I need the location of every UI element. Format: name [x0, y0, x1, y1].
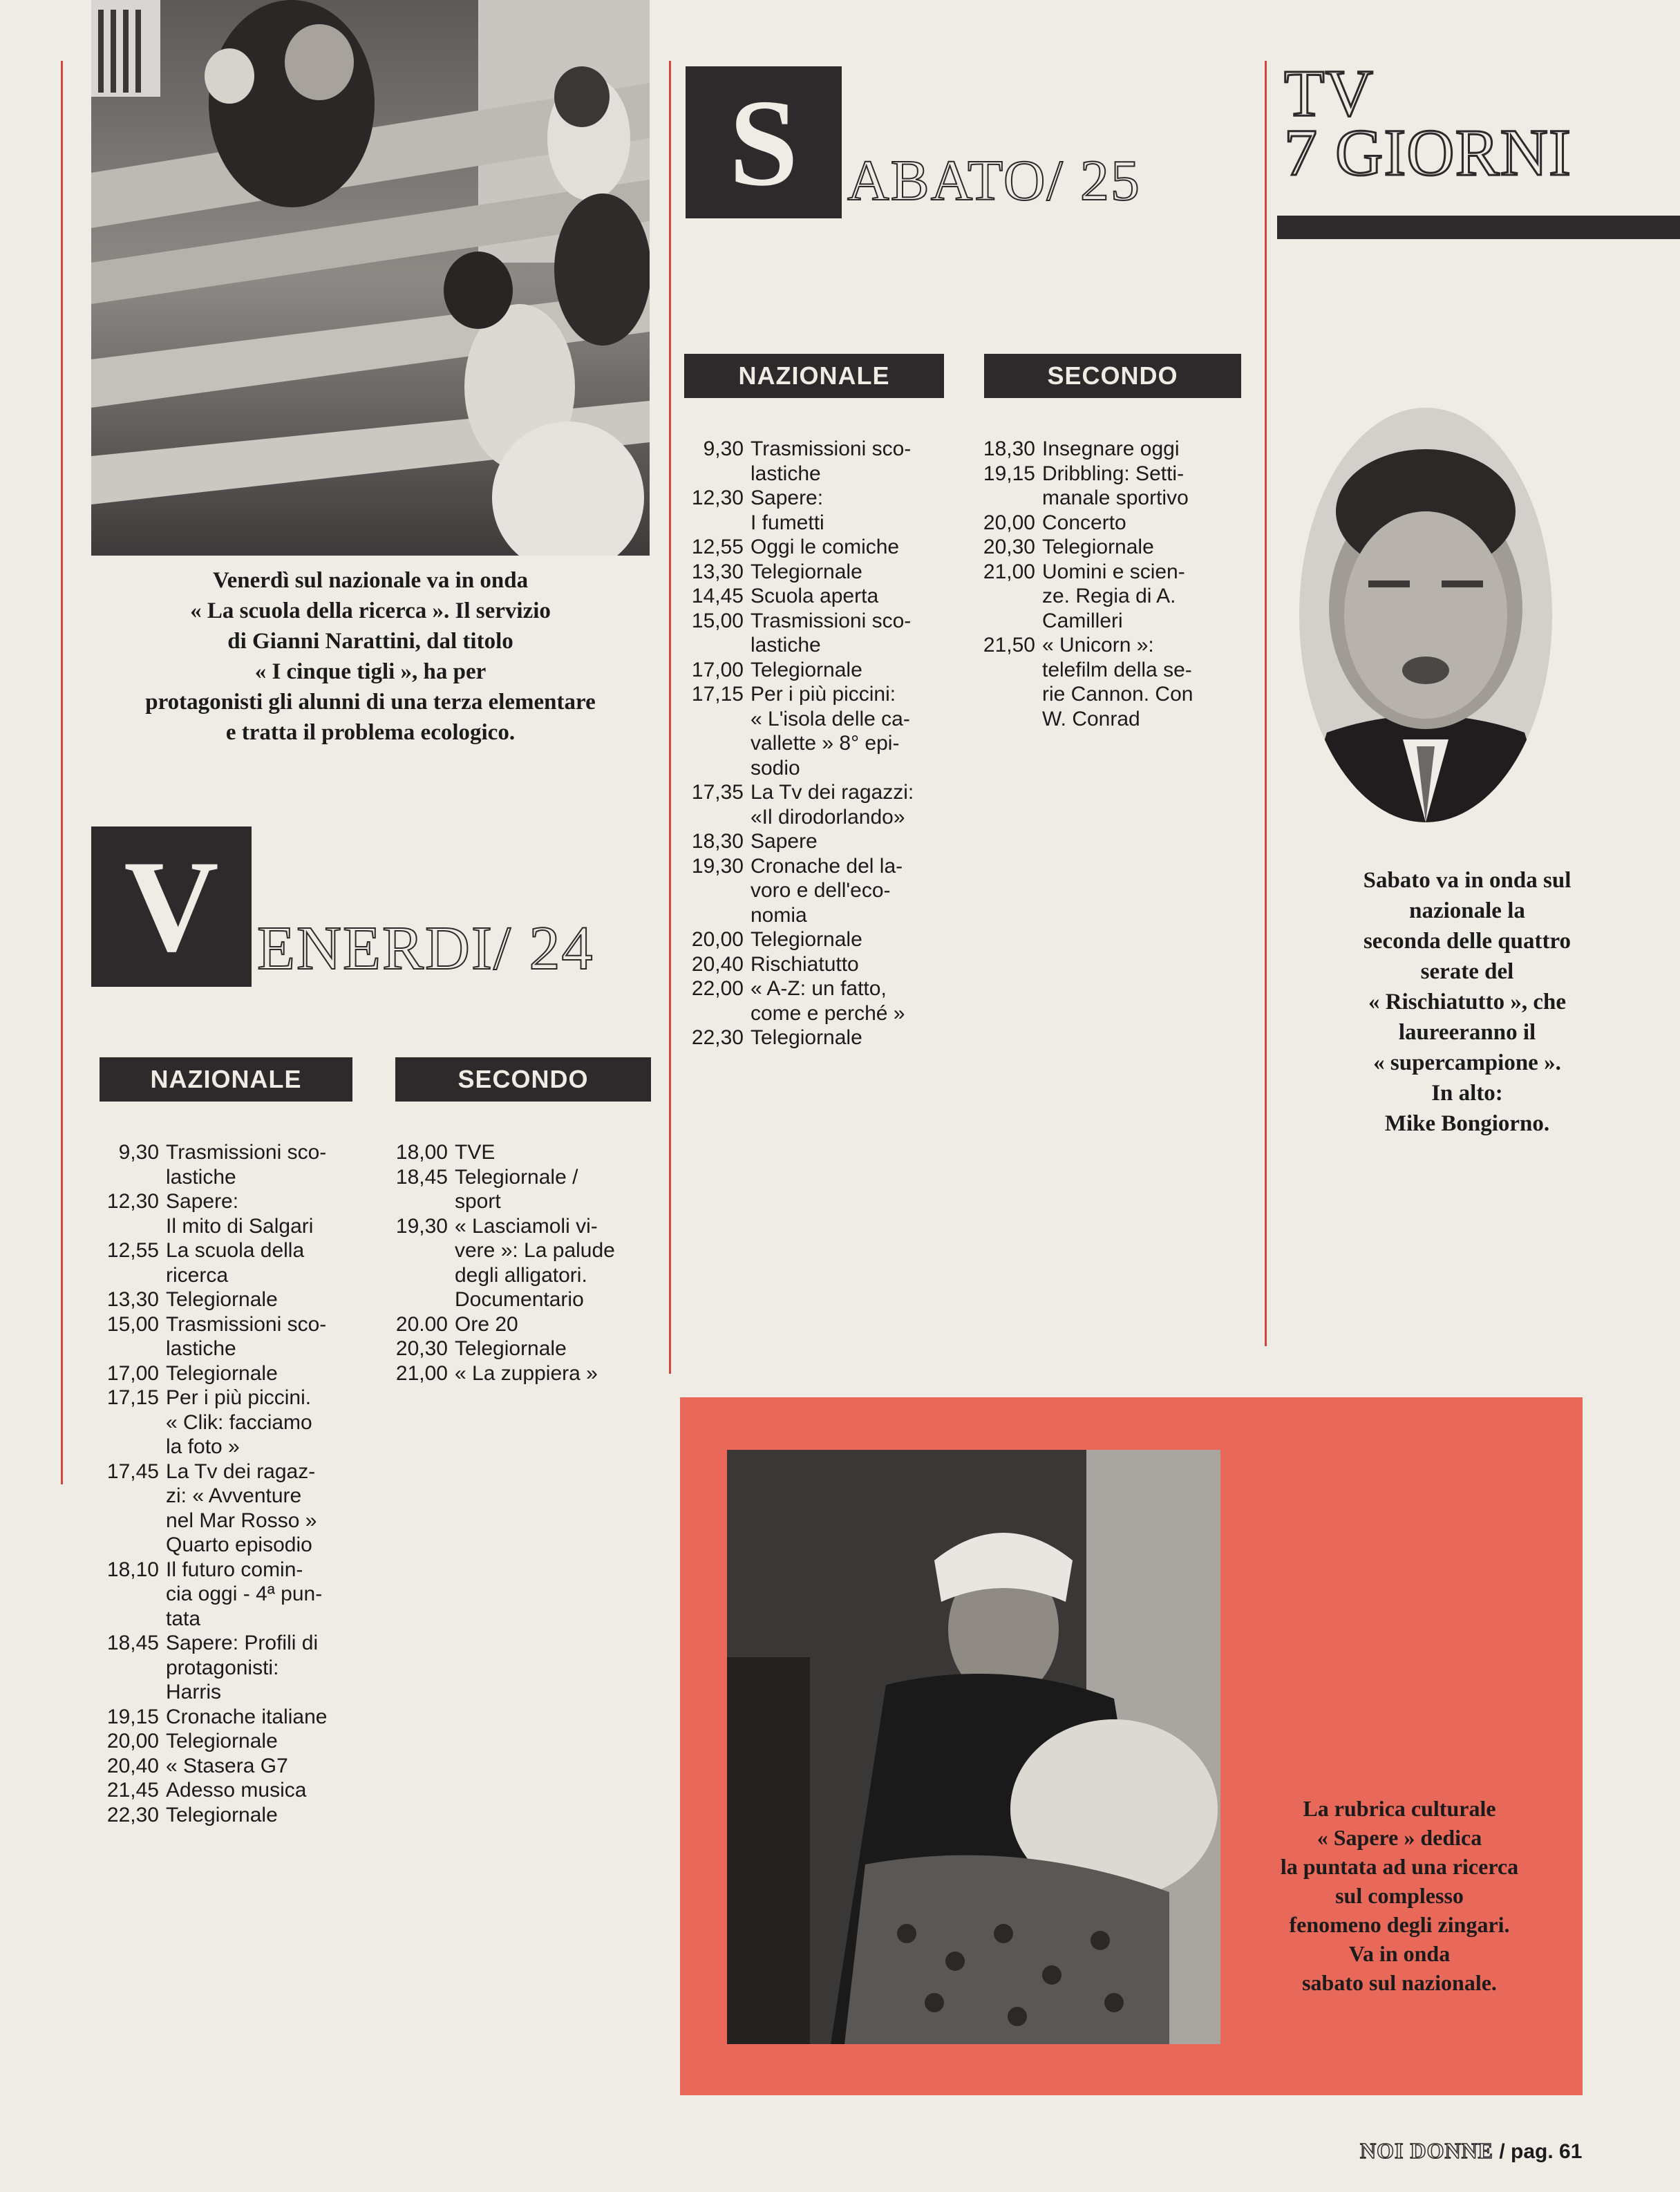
program-line: Adesso musica	[166, 1779, 307, 1802]
schedule-program	[744, 829, 952, 854]
sabato-word	[842, 149, 1141, 218]
schedule-time: 20,00	[691, 928, 744, 951]
schedule-time: 18,30	[983, 437, 1035, 460]
program-line: Telegiornale	[751, 1026, 862, 1049]
program-line: Documentario	[455, 1288, 584, 1311]
schedule-program	[744, 535, 952, 560]
caption-line: In alto:	[1431, 1081, 1503, 1106]
sabato-nazionale-schedule	[684, 437, 952, 1050]
schedule-row	[684, 437, 952, 486]
sabato-secondo-header: SECONDO	[984, 354, 1241, 398]
program-line: Per i più piccini.	[166, 1386, 312, 1409]
schedule-row	[684, 560, 952, 585]
program-line: Telegiornale	[751, 928, 862, 951]
sabato-word-text: ABATO	[847, 149, 1047, 213]
schedule-program	[744, 658, 952, 683]
schedule-time: 20,30	[983, 536, 1035, 558]
schedule-time: 9,30	[703, 437, 744, 460]
schedule-time: 12,30	[691, 486, 744, 509]
sabato-secondo-schedule	[976, 437, 1245, 731]
caption-line: Mike Bongiorno.	[1384, 1111, 1550, 1136]
schedule-row	[684, 584, 952, 609]
program-line: protagonisti:	[166, 1656, 279, 1679]
program-line: Sapere	[751, 830, 818, 853]
schedule-program	[159, 1312, 359, 1361]
schedule-program	[744, 854, 952, 928]
schedule-time: 19,15	[983, 462, 1035, 485]
schedule-program	[744, 437, 952, 486]
schedule-time: 20.00	[395, 1312, 448, 1336]
schedule-program	[1035, 511, 1245, 536]
program-line: Telegiornale	[166, 1361, 278, 1385]
schedule-row	[684, 609, 952, 658]
venerdi-nazionale-schedule	[97, 1140, 359, 1827]
schedule-time: 15,00	[691, 609, 744, 632]
program-line: sport	[455, 1190, 501, 1213]
schedule-time: 14,45	[691, 585, 744, 607]
schedule-row	[387, 1214, 657, 1312]
schedule-row	[97, 1312, 359, 1361]
schedule-program	[448, 1165, 657, 1214]
column-rule-right	[1265, 61, 1267, 1346]
schedule-time: 18,10	[106, 1558, 159, 1581]
caption-line: « supercampione ».	[1373, 1050, 1561, 1075]
program-line: voro e dell'eco-	[751, 879, 891, 902]
program-line: « Stasera G7	[166, 1754, 288, 1777]
schedule-program	[159, 1803, 359, 1828]
schedule-time: 9,30	[118, 1141, 159, 1164]
schedule-row	[684, 682, 952, 780]
portrait-caption	[1272, 865, 1663, 1139]
schedule-row	[684, 829, 952, 854]
program-line: Dribbling: Setti-	[1042, 462, 1185, 485]
schedule-row	[684, 952, 952, 977]
schedule-program	[448, 1336, 657, 1361]
venerdi-nazionale-header: NAZIONALE	[100, 1057, 352, 1102]
program-line: tata	[166, 1607, 201, 1630]
program-line: Ore 20	[455, 1312, 518, 1336]
program-line: sodio	[751, 756, 800, 780]
program-line: zi: « Avventure	[166, 1484, 302, 1507]
program-line: rie Cannon. Con	[1042, 683, 1193, 706]
caption-line: la puntata ad una ricerca	[1280, 1854, 1519, 1879]
schedule-time: 18,30	[691, 830, 744, 853]
program-line: Telegiornale	[1042, 536, 1154, 558]
mike-bongiorno-portrait	[1299, 408, 1552, 822]
schedule-program	[159, 1189, 359, 1238]
schedule-program	[159, 1459, 359, 1558]
schedule-program	[448, 1140, 657, 1165]
schedule-time: 21,00	[395, 1361, 448, 1385]
schedule-time: 12,55	[691, 536, 744, 558]
program-line: Scuola aperta	[751, 585, 879, 607]
schedule-row	[97, 1705, 359, 1730]
schedule-time: 18,45	[395, 1165, 448, 1189]
program-line: TVE	[455, 1141, 495, 1164]
schedule-time: 19,30	[395, 1214, 448, 1238]
program-line: vallette » 8° epi-	[751, 732, 900, 755]
schedule-row	[684, 780, 952, 829]
schedule-row	[976, 535, 1245, 560]
schedule-row	[976, 511, 1245, 536]
schedule-program	[159, 1729, 359, 1754]
masthead-line-2: 7 GIORNI	[1284, 115, 1572, 189]
schedule-row	[976, 560, 1245, 634]
program-line: Il mito di Salgari	[166, 1214, 314, 1238]
program-line: ze. Regia di A.	[1042, 585, 1176, 607]
schedule-program	[159, 1705, 359, 1730]
caption-line: laureeranno il	[1398, 1020, 1536, 1045]
caption-line: seconda delle quattro	[1363, 929, 1572, 954]
program-line: «Il dirodorlando»	[751, 805, 905, 829]
venerdi-word-text: ENERDI	[257, 914, 493, 983]
program-line: Telegiornale	[166, 1803, 278, 1826]
schedule-row	[387, 1312, 657, 1337]
schedule-program	[744, 1026, 952, 1050]
program-line: lastiche	[751, 634, 821, 656]
schedule-row	[976, 462, 1245, 511]
program-line: La Tv dei ragazzi:	[751, 781, 914, 804]
schedule-program	[448, 1214, 657, 1312]
program-line: manale sportivo	[1042, 486, 1189, 509]
schedule-program	[744, 976, 952, 1026]
program-line: telefilm della se-	[1042, 658, 1192, 681]
schedule-program	[159, 1238, 359, 1287]
schedule-row	[976, 633, 1245, 731]
program-line: « L'isola delle ca-	[751, 707, 910, 730]
schedule-program	[159, 1287, 359, 1312]
program-line: Concerto	[1042, 511, 1126, 534]
schedule-program	[744, 609, 952, 658]
schedule-program	[1035, 560, 1245, 634]
program-line: Trasmissioni sco-	[166, 1141, 327, 1164]
schedule-program	[159, 1754, 359, 1779]
schedule-row	[387, 1336, 657, 1361]
schedule-row	[387, 1165, 657, 1214]
schedule-row	[97, 1754, 359, 1779]
caption-line: sul complesso	[1335, 1883, 1464, 1908]
caption-line: « Sapere » dedica	[1316, 1825, 1482, 1850]
program-line: Cronache del la-	[751, 854, 903, 878]
schedule-time: 20,30	[395, 1337, 448, 1360]
program-line: Cronache italiane	[166, 1705, 328, 1728]
schedule-program	[159, 1386, 359, 1459]
venerdi-word	[252, 914, 594, 987]
schedule-time: 18,00	[395, 1141, 448, 1164]
caption-line: e tratta il problema ecologico.	[225, 720, 516, 745]
sabato-initial: S	[686, 66, 842, 218]
schedule-program	[448, 1312, 657, 1337]
schedule-row	[97, 1558, 359, 1632]
program-line: Rischiatutto	[751, 952, 859, 976]
magazine-name: NOI DONNE	[1360, 2138, 1494, 2163]
schedule-time: 13,30	[691, 560, 744, 583]
program-line: cia oggi - 4ª pun-	[166, 1582, 323, 1605]
schedule-row	[387, 1361, 657, 1386]
caption-line: Sabato va in onda sul	[1363, 868, 1572, 893]
schedule-time: 21,50	[983, 634, 1035, 656]
schedule-program	[1035, 437, 1245, 462]
venerdi-secondo-schedule	[387, 1140, 657, 1386]
program-line: Sapere: Profili di	[166, 1632, 319, 1654]
schedule-time: 22,30	[691, 1026, 744, 1049]
schedule-row	[97, 1631, 359, 1705]
schedule-row	[97, 1140, 359, 1189]
schedule-program	[744, 560, 952, 585]
schedule-program	[159, 1558, 359, 1632]
schedule-time: 12,55	[106, 1239, 159, 1262]
schedule-row	[97, 1287, 359, 1312]
schedule-program	[1035, 535, 1245, 560]
schedule-time: 17,15	[106, 1386, 159, 1409]
caption-line: « I cinque tigli », ha per	[254, 659, 487, 684]
schedule-time: 20,00	[106, 1730, 159, 1752]
program-line: Sapere:	[751, 486, 824, 509]
caption-line: « La scuola della ricerca ». Il servizio	[190, 598, 551, 623]
program-line: Oggi le comiche	[751, 536, 900, 558]
program-line: Telegiornale	[751, 658, 862, 681]
schedule-row	[97, 1238, 359, 1287]
program-line: lastiche	[166, 1165, 236, 1189]
program-line: W. Conrad	[1042, 707, 1140, 730]
schedule-time: 20,40	[106, 1754, 159, 1777]
program-line: Trasmissioni sco-	[166, 1312, 327, 1336]
schedule-program	[159, 1631, 359, 1705]
schedule-time: 17,15	[691, 683, 744, 706]
schedule-time: 17,45	[106, 1459, 159, 1483]
schedule-row	[684, 927, 952, 952]
schedule-program	[744, 486, 952, 535]
schedule-program	[448, 1361, 657, 1386]
program-line: « A-Z: un fatto,	[751, 977, 887, 1000]
program-line: nel Mar Rosso »	[166, 1509, 317, 1532]
schedule-time: 17,00	[106, 1361, 159, 1385]
venerdi-initial: V	[91, 826, 252, 987]
schedule-row	[684, 976, 952, 1026]
schedule-row	[97, 1778, 359, 1803]
caption-line: « Rischiatutto », che	[1368, 990, 1566, 1014]
caption-line: serate del	[1420, 959, 1514, 984]
schedule-row	[97, 1189, 359, 1238]
program-line: Sapere:	[166, 1190, 239, 1213]
schedule-row	[97, 1386, 359, 1459]
schedule-row	[387, 1140, 657, 1165]
caption-line: di Gianni Narattini, dal titolo	[227, 629, 513, 654]
program-line: degli alligatori.	[455, 1263, 587, 1287]
schedule-time: 22,00	[691, 977, 744, 1000]
sabato-nazionale-header: NAZIONALE	[684, 354, 944, 398]
venerdi-secondo-header: SECONDO	[395, 1057, 651, 1102]
schedule-row	[684, 658, 952, 683]
program-line: vere »: La palude	[455, 1239, 615, 1262]
caption-line: Va in onda	[1348, 1941, 1451, 1966]
schedule-time: 17,00	[691, 658, 744, 681]
schedule-time: 13,30	[106, 1288, 159, 1311]
caption-line: Venerdì sul nazionale va in onda	[212, 568, 529, 593]
schedule-time: 15,00	[106, 1312, 159, 1336]
schedule-time: 19,30	[691, 854, 744, 878]
masthead-line-1: TV	[1284, 56, 1374, 130]
schedule-program	[159, 1361, 359, 1386]
program-line: Per i più piccini:	[751, 683, 896, 706]
caption-line: nazionale la	[1409, 898, 1525, 923]
schedule-program	[1035, 462, 1245, 511]
sabato-heading	[686, 66, 1141, 218]
schedule-time: 21,00	[983, 560, 1035, 583]
program-line: lastiche	[751, 462, 821, 485]
program-line: « Unicorn »:	[1042, 634, 1154, 656]
caption-line: La rubrica culturale	[1303, 1796, 1496, 1821]
schedule-time: 17,35	[691, 781, 744, 804]
page-number: / pag. 61	[1499, 2140, 1583, 2163]
program-line: Telegiornale	[166, 1730, 278, 1752]
schedule-time: 22,30	[106, 1803, 159, 1826]
program-line: Harris	[166, 1681, 221, 1703]
program-line: « Lasciamoli vi-	[455, 1214, 598, 1238]
program-line: La Tv dei ragaz-	[166, 1459, 316, 1483]
column-rule-middle	[669, 61, 671, 1374]
program-line: nomia	[751, 903, 807, 927]
schedule-time: 12,30	[106, 1190, 159, 1213]
schedule-row	[684, 535, 952, 560]
schedule-program	[159, 1140, 359, 1189]
schedule-program	[744, 927, 952, 952]
program-line: ricerca	[166, 1263, 229, 1287]
masthead-bar	[1277, 216, 1680, 239]
program-line: Uomini e scien-	[1042, 560, 1185, 583]
feature-caption	[1223, 1794, 1576, 1997]
caption-line: sabato sul nazionale.	[1302, 1970, 1497, 1995]
schedule-row	[684, 854, 952, 928]
woman-with-bread-photo	[727, 1450, 1220, 2044]
caption-line: protagonisti gli alunni di una terza elementare	[145, 690, 596, 715]
schedule-row	[97, 1361, 359, 1386]
venerdi-heading	[91, 826, 594, 987]
program-line: Camilleri	[1042, 609, 1123, 632]
program-line: « La zuppiera »	[455, 1361, 598, 1385]
schedule-time: 20,00	[983, 511, 1035, 534]
schedule-program	[744, 780, 952, 829]
tv-7-giorni-masthead	[1284, 56, 1572, 189]
schedule-row	[97, 1459, 359, 1558]
schedule-row	[976, 437, 1245, 462]
schedule-time: 19,15	[106, 1705, 159, 1728]
schedule-time: 20,40	[691, 952, 744, 976]
program-line: Trasmissioni sco-	[751, 609, 912, 632]
program-line: Telegiornale	[166, 1288, 278, 1311]
schedule-program	[744, 584, 952, 609]
classroom-photo	[91, 0, 650, 556]
caption-line: fenomeno degli zingari.	[1289, 1912, 1510, 1937]
program-line: La scuola della	[166, 1239, 305, 1262]
column-rule-left	[61, 61, 63, 1484]
page-footer	[1360, 2138, 1582, 2164]
sabato-date: / 25	[1046, 149, 1141, 213]
program-line: come e perché »	[751, 1001, 905, 1025]
schedule-program	[159, 1778, 359, 1803]
program-line: Insegnare oggi	[1042, 437, 1180, 460]
program-line: la foto »	[166, 1435, 240, 1458]
schedule-row	[684, 1026, 952, 1050]
program-line: « Clik: facciamo	[166, 1410, 312, 1434]
schedule-row	[97, 1803, 359, 1828]
program-line: Telegiornale	[751, 560, 862, 583]
schedule-program	[1035, 633, 1245, 731]
program-line: Il futuro comin-	[166, 1558, 303, 1581]
program-line: Quarto episodio	[166, 1533, 312, 1556]
schedule-row	[684, 486, 952, 535]
schedule-program	[744, 952, 952, 977]
schedule-row	[97, 1729, 359, 1754]
program-line: Trasmissioni sco-	[751, 437, 912, 460]
schedule-time: 21,45	[106, 1779, 159, 1802]
schedule-time: 18,45	[106, 1632, 159, 1654]
program-line: Telegiornale	[455, 1337, 567, 1360]
schedule-program	[744, 682, 952, 780]
program-line: I fumetti	[751, 511, 824, 534]
program-line: lastiche	[166, 1337, 236, 1360]
venerdi-date: / 24	[493, 914, 594, 983]
program-line: Telegiornale /	[455, 1165, 578, 1189]
venerdi-photo-caption	[91, 565, 650, 748]
